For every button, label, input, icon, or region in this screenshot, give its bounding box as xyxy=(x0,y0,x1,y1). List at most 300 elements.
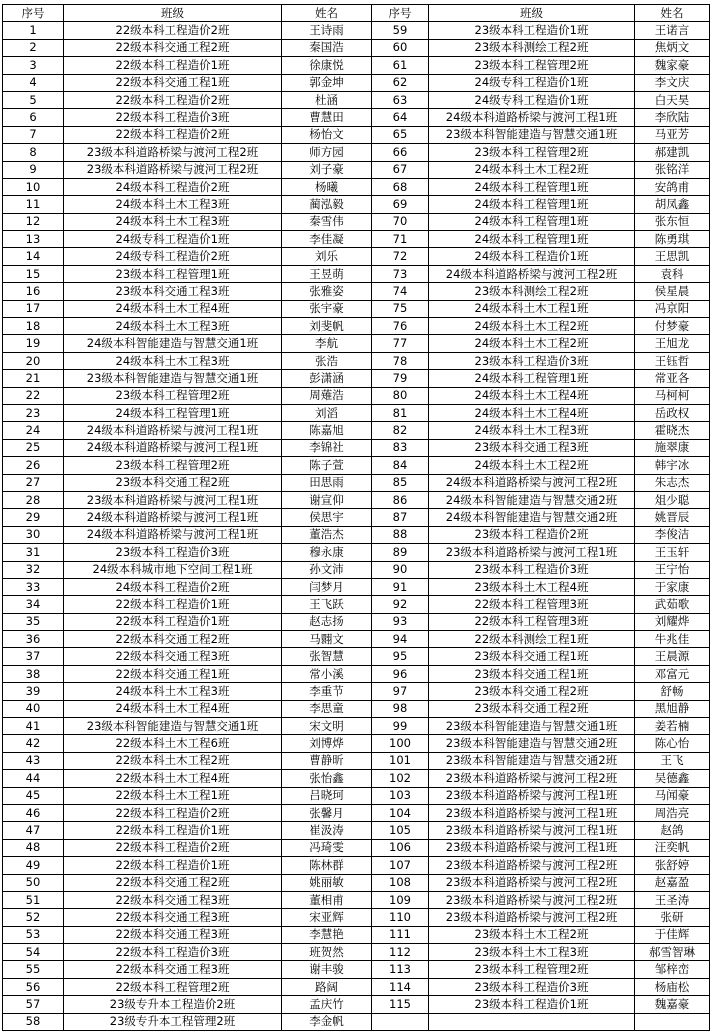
table-row xyxy=(3,74,710,91)
cell-seq-left: 3 xyxy=(3,57,64,74)
cell-name-left: 田思雨 xyxy=(282,474,372,491)
table-row xyxy=(3,439,710,456)
cell-name-left: 刘博烨 xyxy=(282,735,372,752)
cell-name-right: 赵嘉盈 xyxy=(635,874,710,891)
cell-seq-right: 59 xyxy=(372,22,429,39)
cell-seq-left: 52 xyxy=(3,909,64,926)
cell-seq-left: 11 xyxy=(3,196,64,213)
header-seq-right: 序号 xyxy=(372,5,429,22)
cell-name-left: 孟庆竹 xyxy=(282,996,372,1013)
table-row xyxy=(3,839,710,856)
cell-seq-right: 86 xyxy=(372,491,429,508)
cell-name-right: 李文庆 xyxy=(635,74,710,91)
cell-name-left: 马翾文 xyxy=(282,631,372,648)
cell-class-left: 22级本科土木工程6班 xyxy=(64,735,282,752)
cell-name-left: 王飞跃 xyxy=(282,596,372,613)
cell-seq-right: 98 xyxy=(372,700,429,717)
table-row xyxy=(3,1013,710,1030)
cell-name-left: 刘乐 xyxy=(282,248,372,265)
cell-seq-left: 27 xyxy=(3,474,64,491)
cell-name-left: 曹慧田 xyxy=(282,109,372,126)
cell-name-right: 施翠康 xyxy=(635,439,710,456)
header-class-right: 班级 xyxy=(429,5,635,22)
cell-name-left: 李锦社 xyxy=(282,439,372,456)
cell-name-right: 俎少聪 xyxy=(635,491,710,508)
cell-name-right: 白天昊 xyxy=(635,91,710,108)
cell-class-left: 23级专升本工程管理2班 xyxy=(64,1013,282,1030)
cell-seq-left: 56 xyxy=(3,978,64,995)
cell-class-left: 24级本科道路桥梁与渡河工程1班 xyxy=(64,422,282,439)
cell-seq-right: 76 xyxy=(372,318,429,335)
table-row xyxy=(3,578,710,595)
cell-name-right: 张研 xyxy=(635,909,710,926)
cell-name-left: 张宇豪 xyxy=(282,300,372,317)
table-row xyxy=(3,648,710,665)
cell-class-left: 23级本科工程造价3班 xyxy=(64,544,282,561)
cell-name-left: 郭金坤 xyxy=(282,74,372,91)
cell-seq-right: 77 xyxy=(372,335,429,352)
cell-name-left: 宋文明 xyxy=(282,718,372,735)
cell-class-left: 22级本科交通工程3班 xyxy=(64,648,282,665)
cell-seq-left: 34 xyxy=(3,596,64,613)
cell-name-right: 王诺言 xyxy=(635,22,710,39)
table-row xyxy=(3,109,710,126)
cell-name-right: 于佳辉 xyxy=(635,926,710,943)
cell-class-right: 23级本科交通工程3班 xyxy=(429,439,635,456)
cell-class-right: 22级本科工程管理3班 xyxy=(429,596,635,613)
cell-class-right: 24级本科工程造价1班 xyxy=(429,248,635,265)
cell-seq-left: 39 xyxy=(3,683,64,700)
cell-class-right: 23级本科道路桥梁与渡河工程2班 xyxy=(429,909,635,926)
cell-class-left: 22级本科交通工程3班 xyxy=(64,926,282,943)
cell-class-left: 24级本科工程造价2班 xyxy=(64,578,282,595)
table-row xyxy=(3,909,710,926)
cell-seq-left: 10 xyxy=(3,178,64,195)
cell-seq-right: 83 xyxy=(372,439,429,456)
cell-class-right: 23级本科道路桥梁与渡河工程2班 xyxy=(429,874,635,891)
cell-seq-left: 6 xyxy=(3,109,64,126)
table-row xyxy=(3,787,710,804)
cell-seq-right: 111 xyxy=(372,926,429,943)
cell-name-right: 王晨源 xyxy=(635,648,710,665)
cell-class-left: 23级本科道路桥梁与渡河工程2班 xyxy=(64,161,282,178)
cell-class-left: 22级本科土木工程2班 xyxy=(64,752,282,769)
cell-class-right: 23级本科土木工程2班 xyxy=(429,926,635,943)
cell-class-right: 24级本科工程管理1班 xyxy=(429,196,635,213)
cell-name-right: 赵鸽 xyxy=(635,822,710,839)
table-row xyxy=(3,178,710,195)
cell-name-right: 牛兆佳 xyxy=(635,631,710,648)
cell-name-right: 马闻豪 xyxy=(635,787,710,804)
cell-name-left: 谢丰骏 xyxy=(282,961,372,978)
cell-seq-left: 40 xyxy=(3,700,64,717)
cell-class-left: 24级专科工程造价2班 xyxy=(64,248,282,265)
cell-seq-left: 20 xyxy=(3,352,64,369)
cell-class-left: 22级本科工程造价1班 xyxy=(64,57,282,74)
cell-name-left: 董浩杰 xyxy=(282,526,372,543)
cell-seq-right: 103 xyxy=(372,787,429,804)
cell-name-right: 王钰哲 xyxy=(635,352,710,369)
cell-name-right: 王圣涛 xyxy=(635,891,710,908)
table-row xyxy=(3,596,710,613)
cell-seq-right: 70 xyxy=(372,213,429,230)
cell-name-left: 崔汲涛 xyxy=(282,822,372,839)
cell-seq-right: 97 xyxy=(372,683,429,700)
cell-class-left: 24级本科道路桥梁与渡河工程1班 xyxy=(64,439,282,456)
cell-seq-right: 66 xyxy=(372,144,429,161)
cell-class-left: 24级本科土木工程3班 xyxy=(64,318,282,335)
cell-name-right: 张铭洋 xyxy=(635,161,710,178)
cell-seq-right: 85 xyxy=(372,474,429,491)
cell-seq-left: 12 xyxy=(3,213,64,230)
cell-seq-right: 105 xyxy=(372,822,429,839)
cell-seq-left: 14 xyxy=(3,248,64,265)
table-row xyxy=(3,822,710,839)
cell-name-right: 张东恒 xyxy=(635,213,710,230)
cell-name-right: 杨庙松 xyxy=(635,978,710,995)
cell-seq-right: 74 xyxy=(372,283,429,300)
cell-seq-left: 31 xyxy=(3,544,64,561)
table-row xyxy=(3,318,710,335)
cell-class-right: 23级本科土木工程4班 xyxy=(429,578,635,595)
table-row xyxy=(3,526,710,543)
cell-name-left: 李航 xyxy=(282,335,372,352)
cell-name-left: 董相甫 xyxy=(282,891,372,908)
cell-class-left: 22级本科工程造价1班 xyxy=(64,596,282,613)
cell-name-left: 刘子豪 xyxy=(282,161,372,178)
cell-class-right: 22级本科工程管理3班 xyxy=(429,613,635,630)
cell-seq-right: 84 xyxy=(372,457,429,474)
cell-class-left: 22级本科工程造价3班 xyxy=(64,944,282,961)
cell-class-right: 23级本科交通工程1班 xyxy=(429,665,635,682)
cell-name-right: 王飞 xyxy=(635,752,710,769)
cell-class-left: 23级本科工程管理2班 xyxy=(64,387,282,404)
cell-seq-left: 22 xyxy=(3,387,64,404)
cell-seq-left: 57 xyxy=(3,996,64,1013)
cell-class-left: 23级本科工程管理1班 xyxy=(64,265,282,282)
cell-name-right: 陈心怡 xyxy=(635,735,710,752)
roster-body xyxy=(3,22,710,1031)
cell-seq-right: 78 xyxy=(372,352,429,369)
table-row xyxy=(3,961,710,978)
cell-class-right: 24级本科土木工程1班 xyxy=(429,300,635,317)
cell-seq-right: 112 xyxy=(372,944,429,961)
cell-seq-left: 30 xyxy=(3,526,64,543)
cell-class-right: 24级专科工程造价1班 xyxy=(429,91,635,108)
cell-seq-right: 115 xyxy=(372,996,429,1013)
cell-seq-right: 104 xyxy=(372,804,429,821)
cell-seq-right: 92 xyxy=(372,596,429,613)
cell-name-left: 刘滔 xyxy=(282,404,372,421)
table-row xyxy=(3,457,710,474)
cell-class-left: 22级本科工程造价2班 xyxy=(64,839,282,856)
cell-seq-right: 110 xyxy=(372,909,429,926)
cell-class-left: 24级本科土木工程4班 xyxy=(64,700,282,717)
cell-seq-right: 114 xyxy=(372,978,429,995)
cell-seq-right: 95 xyxy=(372,648,429,665)
table-row xyxy=(3,126,710,143)
cell-seq-right: 75 xyxy=(372,300,429,317)
cell-seq-right: 107 xyxy=(372,857,429,874)
cell-name-left: 李重节 xyxy=(282,683,372,700)
cell-class-left: 24级本科城市地下空间工程1班 xyxy=(64,561,282,578)
cell-name-right: 马柯柯 xyxy=(635,387,710,404)
header-class-left: 班级 xyxy=(64,5,282,22)
cell-seq-right: 67 xyxy=(372,161,429,178)
cell-class-left: 22级本科交通工程1班 xyxy=(64,74,282,91)
cell-name-right: 舒畅 xyxy=(635,683,710,700)
cell-seq-left: 58 xyxy=(3,1013,64,1030)
cell-seq-right: 60 xyxy=(372,39,429,56)
cell-class-right: 23级本科道路桥梁与渡河工程2班 xyxy=(429,857,635,874)
table-row xyxy=(3,57,710,74)
cell-class-left: 22级本科交通工程1班 xyxy=(64,665,282,682)
cell-name-right: 黑旭静 xyxy=(635,700,710,717)
cell-name-left: 杜涵 xyxy=(282,91,372,108)
cell-class-left: 22级本科交通工程2班 xyxy=(64,39,282,56)
table-row xyxy=(3,996,710,1013)
table-row xyxy=(3,387,710,404)
cell-seq-right: 61 xyxy=(372,57,429,74)
table-row xyxy=(3,857,710,874)
cell-class-left: 24级本科土木工程3班 xyxy=(64,352,282,369)
cell-class-right: 23级本科智能建造与智慧交通2班 xyxy=(429,752,635,769)
cell-class-right: 23级本科道路桥梁与渡河工程2班 xyxy=(429,770,635,787)
cell-seq-left: 8 xyxy=(3,144,64,161)
table-row xyxy=(3,752,710,769)
cell-class-right: 24级本科工程管理1班 xyxy=(429,370,635,387)
cell-name-right: 张舒婷 xyxy=(635,857,710,874)
cell-class-left: 22级本科工程造价2班 xyxy=(64,91,282,108)
cell-name-left: 李思童 xyxy=(282,700,372,717)
cell-name-left: 张怡鑫 xyxy=(282,770,372,787)
cell-seq-right: 79 xyxy=(372,370,429,387)
cell-name-right xyxy=(635,1013,710,1030)
table-row xyxy=(3,91,710,108)
cell-name-left: 吕晓珂 xyxy=(282,787,372,804)
cell-name-left: 徐康悦 xyxy=(282,57,372,74)
cell-seq-right: 62 xyxy=(372,74,429,91)
cell-seq-left: 15 xyxy=(3,265,64,282)
table-row xyxy=(3,978,710,995)
cell-class-left: 23级专升本工程造价2班 xyxy=(64,996,282,1013)
table-row xyxy=(3,196,710,213)
cell-class-right: 23级本科智能建造与智慧交通2班 xyxy=(429,735,635,752)
table-row xyxy=(3,491,710,508)
header-name-left: 姓名 xyxy=(282,5,372,22)
cell-class-right xyxy=(429,1013,635,1030)
table-row xyxy=(3,213,710,230)
cell-class-left: 22级本科交通工程3班 xyxy=(64,891,282,908)
cell-seq-left: 5 xyxy=(3,91,64,108)
cell-name-right: 武茹歌 xyxy=(635,596,710,613)
roster-table xyxy=(2,4,710,1031)
cell-class-left: 23级本科交通工程3班 xyxy=(64,283,282,300)
cell-class-right: 24级本科土木工程2班 xyxy=(429,335,635,352)
cell-class-right: 24级本科土木工程2班 xyxy=(429,457,635,474)
cell-name-right: 袁科 xyxy=(635,265,710,282)
cell-seq-left: 7 xyxy=(3,126,64,143)
table-row xyxy=(3,265,710,282)
cell-class-right: 24级本科智能建造与智慧交通2班 xyxy=(429,491,635,508)
cell-name-left: 常小溪 xyxy=(282,665,372,682)
cell-name-right: 韩宇冰 xyxy=(635,457,710,474)
cell-seq-right: 106 xyxy=(372,839,429,856)
cell-name-left: 陈嘉旭 xyxy=(282,422,372,439)
cell-class-left: 22级本科工程造价2班 xyxy=(64,126,282,143)
cell-seq-right: 81 xyxy=(372,404,429,421)
table-row xyxy=(3,352,710,369)
cell-seq-right: 73 xyxy=(372,265,429,282)
cell-class-left: 24级本科工程造价2班 xyxy=(64,178,282,195)
table-row xyxy=(3,161,710,178)
cell-seq-right: 80 xyxy=(372,387,429,404)
cell-name-right: 胡凤鑫 xyxy=(635,196,710,213)
cell-name-right: 付梦豪 xyxy=(635,318,710,335)
cell-class-left: 22级本科交通工程2班 xyxy=(64,874,282,891)
table-row xyxy=(3,891,710,908)
table-row xyxy=(3,404,710,421)
cell-name-left: 李慧艳 xyxy=(282,926,372,943)
cell-seq-right: 96 xyxy=(372,665,429,682)
cell-name-right: 李俊洁 xyxy=(635,526,710,543)
table-row xyxy=(3,874,710,891)
cell-seq-right: 89 xyxy=(372,544,429,561)
cell-name-left: 侯思宇 xyxy=(282,509,372,526)
cell-seq-right: 108 xyxy=(372,874,429,891)
table-row xyxy=(3,718,710,735)
cell-name-right: 王玉轩 xyxy=(635,544,710,561)
cell-class-left: 22级本科工程造价2班 xyxy=(64,22,282,39)
cell-name-right: 霍晓杰 xyxy=(635,422,710,439)
cell-class-left: 22级本科交通工程2班 xyxy=(64,631,282,648)
header-row xyxy=(3,5,710,22)
table-row xyxy=(3,665,710,682)
cell-class-right: 23级本科道路桥梁与渡河工程1班 xyxy=(429,822,635,839)
cell-name-right: 于家康 xyxy=(635,578,710,595)
table-row xyxy=(3,370,710,387)
cell-class-left: 23级本科道路桥梁与渡河工程1班 xyxy=(64,491,282,508)
cell-class-right: 24级本科土木工程2班 xyxy=(429,318,635,335)
cell-name-left: 姚丽敏 xyxy=(282,874,372,891)
cell-name-right: 王旭龙 xyxy=(635,335,710,352)
cell-seq-right: 100 xyxy=(372,735,429,752)
cell-seq-left: 46 xyxy=(3,804,64,821)
cell-class-left: 22级本科工程造价1班 xyxy=(64,857,282,874)
cell-name-left: 冯琦雯 xyxy=(282,839,372,856)
cell-name-left: 陈子萱 xyxy=(282,457,372,474)
cell-seq-left: 21 xyxy=(3,370,64,387)
cell-name-right: 魏家豪 xyxy=(635,57,710,74)
cell-seq-right: 94 xyxy=(372,631,429,648)
cell-seq-left: 16 xyxy=(3,283,64,300)
cell-class-left: 22级本科交通工程3班 xyxy=(64,961,282,978)
cell-seq-left: 49 xyxy=(3,857,64,874)
cell-seq-left: 2 xyxy=(3,39,64,56)
cell-name-right: 李欣陆 xyxy=(635,109,710,126)
cell-name-left: 王昱萌 xyxy=(282,265,372,282)
cell-class-right: 24级本科工程管理1班 xyxy=(429,213,635,230)
cell-name-left: 张智慧 xyxy=(282,648,372,665)
cell-class-right: 23级本科道路桥梁与渡河工程2班 xyxy=(429,891,635,908)
cell-class-right: 24级本科工程管理1班 xyxy=(429,231,635,248)
cell-class-right: 23级本科工程造价2班 xyxy=(429,526,635,543)
cell-class-right: 23级本科工程管理2班 xyxy=(429,961,635,978)
cell-seq-left: 32 xyxy=(3,561,64,578)
cell-seq-left: 19 xyxy=(3,335,64,352)
cell-class-right: 23级本科土木工程3班 xyxy=(429,944,635,961)
cell-seq-right: 113 xyxy=(372,961,429,978)
cell-seq-left: 53 xyxy=(3,926,64,943)
cell-class-right: 23级本科工程管理2班 xyxy=(429,57,635,74)
cell-class-right: 23级本科测绘工程2班 xyxy=(429,283,635,300)
cell-seq-left: 54 xyxy=(3,944,64,961)
cell-seq-left: 9 xyxy=(3,161,64,178)
table-row xyxy=(3,22,710,39)
cell-seq-left: 26 xyxy=(3,457,64,474)
table-row xyxy=(3,944,710,961)
cell-seq-left: 47 xyxy=(3,822,64,839)
cell-name-right: 侯星晨 xyxy=(635,283,710,300)
cell-class-right: 24级本科道路桥梁与渡河工程2班 xyxy=(429,265,635,282)
cell-seq-left: 48 xyxy=(3,839,64,856)
cell-class-right: 23级本科工程造价3班 xyxy=(429,352,635,369)
cell-class-left: 22级本科工程造价3班 xyxy=(64,109,282,126)
cell-class-right: 23级本科交通工程1班 xyxy=(429,648,635,665)
cell-class-right: 24级本科土木工程4班 xyxy=(429,404,635,421)
cell-name-right: 吴德鑫 xyxy=(635,770,710,787)
cell-seq-left: 45 xyxy=(3,787,64,804)
cell-seq-left: 33 xyxy=(3,578,64,595)
cell-seq-left: 25 xyxy=(3,439,64,456)
cell-seq-left: 4 xyxy=(3,74,64,91)
cell-class-left: 22级本科土木工程1班 xyxy=(64,787,282,804)
cell-name-right: 焦炳文 xyxy=(635,39,710,56)
cell-seq-right xyxy=(372,1013,429,1030)
cell-class-left: 24级本科道路桥梁与渡河工程1班 xyxy=(64,526,282,543)
cell-name-left: 闫梦月 xyxy=(282,578,372,595)
cell-class-right: 24级本科智能建造与智慧交通2班 xyxy=(429,509,635,526)
cell-name-left: 李佳凝 xyxy=(282,231,372,248)
cell-name-right: 姚晋辰 xyxy=(635,509,710,526)
header-name-right: 姓名 xyxy=(635,5,710,22)
cell-class-left: 23级本科道路桥梁与渡河工程2班 xyxy=(64,144,282,161)
cell-seq-right: 63 xyxy=(372,91,429,108)
cell-class-right: 24级本科土木工程3班 xyxy=(429,422,635,439)
cell-seq-left: 24 xyxy=(3,422,64,439)
cell-name-left: 李金帆 xyxy=(282,1013,372,1030)
cell-name-left: 张浩 xyxy=(282,352,372,369)
cell-name-right: 陈勇琪 xyxy=(635,231,710,248)
cell-seq-right: 102 xyxy=(372,770,429,787)
cell-name-right: 安鸽甫 xyxy=(635,178,710,195)
cell-seq-left: 41 xyxy=(3,718,64,735)
cell-name-left: 秦国浩 xyxy=(282,39,372,56)
cell-name-left: 师方园 xyxy=(282,144,372,161)
table-row xyxy=(3,631,710,648)
table-row xyxy=(3,283,710,300)
cell-seq-left: 37 xyxy=(3,648,64,665)
cell-class-right: 23级本科道路桥梁与渡河工程1班 xyxy=(429,804,635,821)
table-row xyxy=(3,509,710,526)
table-row xyxy=(3,735,710,752)
cell-name-left: 赵志扬 xyxy=(282,613,372,630)
table-row xyxy=(3,683,710,700)
cell-seq-left: 1 xyxy=(3,22,64,39)
table-row xyxy=(3,804,710,821)
cell-name-right: 马亚芳 xyxy=(635,126,710,143)
cell-name-right: 朱志杰 xyxy=(635,474,710,491)
